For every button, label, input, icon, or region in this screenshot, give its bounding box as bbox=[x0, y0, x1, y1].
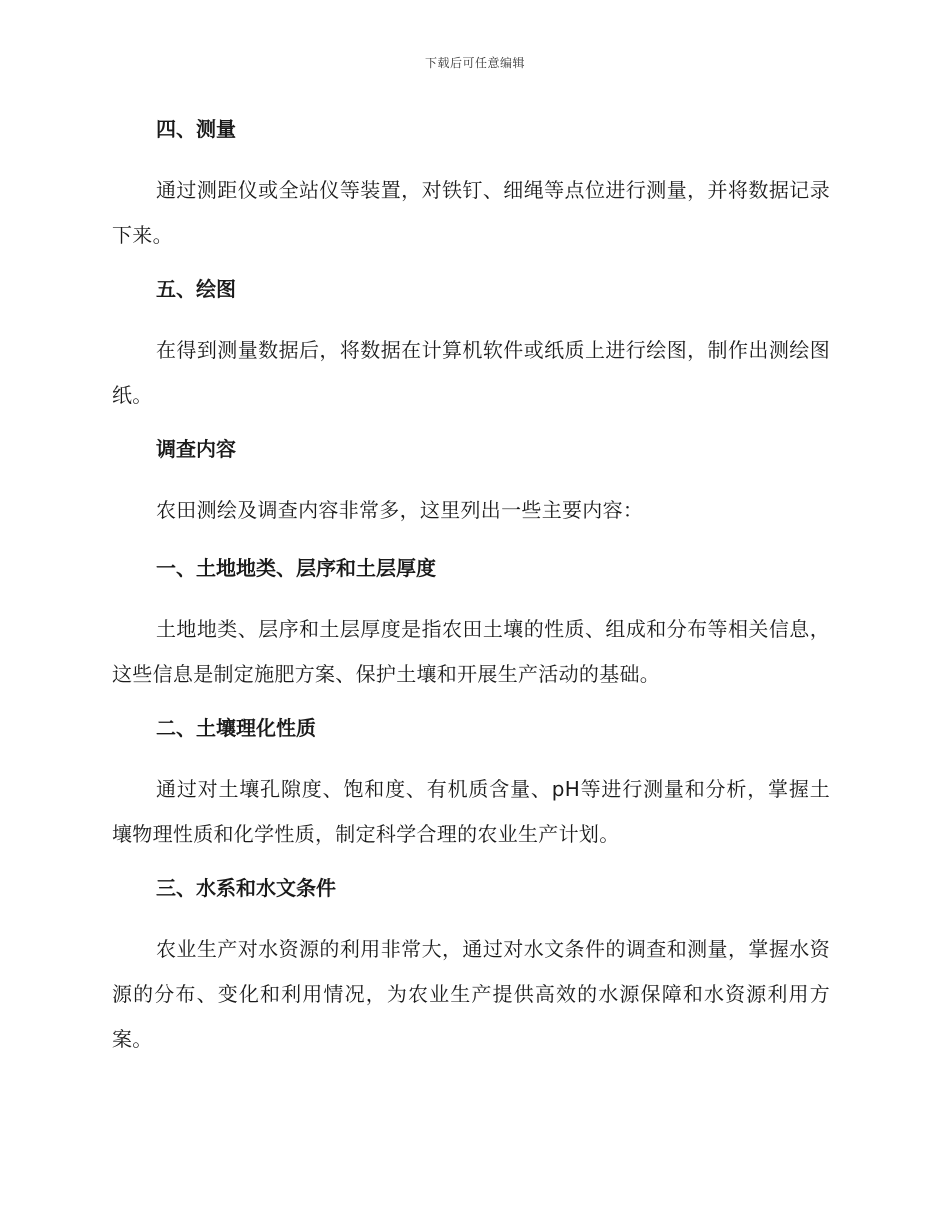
paragraph-water-system: 农业生产对水资源的利用非常大，通过对水文条件的调查和测量，掌握水资源的分布、变化和利用情况，为农业生产提供高效的水源保障和水资源利用方案。 bbox=[112, 937, 830, 1051]
paragraph-land-type: 土地地类、层序和土层厚度是指农田土壤的性质、组成和分布等相关信息，这些信息是制定施肥方案、保护土壤和开展生产活动的基础。 bbox=[112, 617, 830, 686]
header-note: 下载后可任意编辑 bbox=[424, 56, 525, 70]
section-heading-survey-content: 调查内容 bbox=[156, 437, 236, 461]
section-heading-drawing: 五、绘图 bbox=[156, 277, 236, 301]
document-body bbox=[112, 112, 830, 1076]
section-heading-land-type: 一、土地地类、层序和土层厚度 bbox=[156, 556, 436, 580]
paragraph-soil-properties: 通过对土壤孔隙度、饱和度、有机质含量、pH等进行测量和分析，掌握土壤物理性质和化学性质，制定科学合理的农业生产计划。 bbox=[112, 777, 830, 846]
section-heading-soil-properties: 二、土壤理化性质 bbox=[156, 716, 316, 740]
paragraph-drawing: 在得到测量数据后，将数据在计算机软件或纸质上进行绘图，制作出测绘图纸。 bbox=[112, 338, 830, 407]
section-heading-water-system: 三、水系和水文条件 bbox=[156, 876, 336, 900]
paragraph-measurement: 通过测距仪或全站仪等装置，对铁钉、细绳等点位进行测量，并将数据记录下来。 bbox=[112, 178, 830, 247]
section-heading-measurement: 四、测量 bbox=[156, 117, 236, 141]
paragraph-survey-intro: 农田测绘及调查内容非常多，这里列出一些主要内容： bbox=[156, 498, 644, 522]
